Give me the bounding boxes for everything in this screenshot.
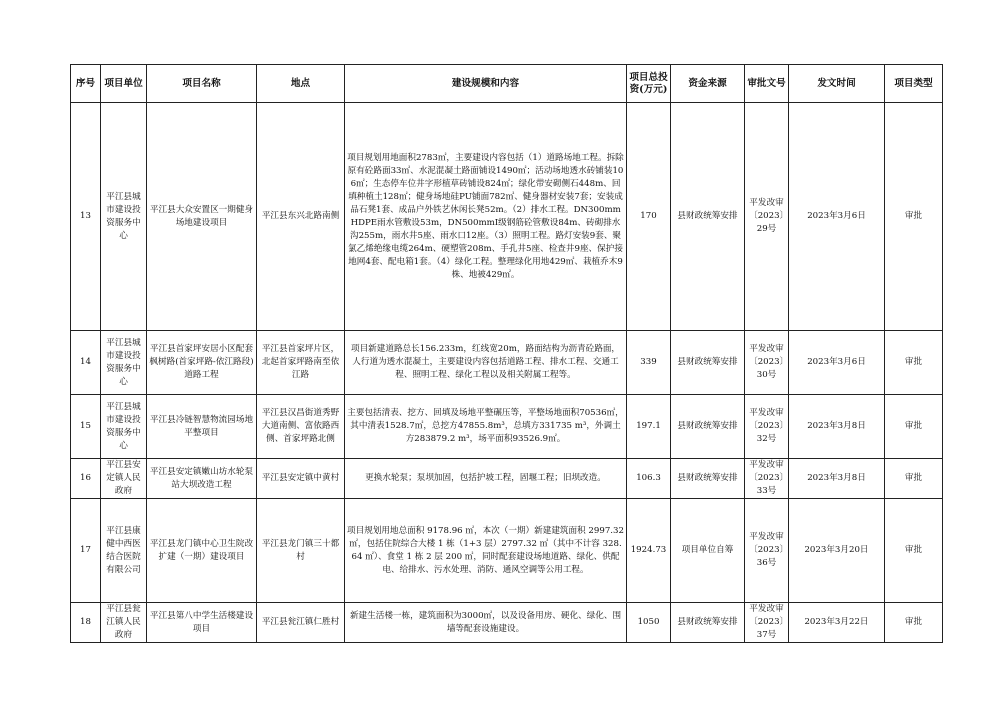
cell-invest: 339 xyxy=(627,331,671,395)
cell-invest: 106.3 xyxy=(627,459,671,499)
cell-seq: 17 xyxy=(71,499,101,603)
header-approval: 审批文号 xyxy=(745,65,789,103)
cell-approval: 平发改审〔2023〕30号 xyxy=(745,331,789,395)
cell-invest: 1050 xyxy=(627,603,671,643)
cell-date: 2023年3月6日 xyxy=(789,331,885,395)
cell-unit: 平江县城市建设投资服务中心 xyxy=(101,103,147,331)
cell-unit: 平江县城市建设投资服务中心 xyxy=(101,395,147,459)
cell-name: 平江县第八中学生活楼建设项目 xyxy=(147,603,257,643)
table-row xyxy=(71,103,943,331)
header-date: 发文时间 xyxy=(789,65,885,103)
cell-type: 审批 xyxy=(885,103,943,331)
cell-seq: 13 xyxy=(71,103,101,331)
header-type: 项目类型 xyxy=(885,65,943,103)
cell-seq: 14 xyxy=(71,331,101,395)
cell-unit: 平江县康健中西医结合医院有限公司 xyxy=(101,499,147,603)
cell-name: 平江县首家坪安居小区配套枫树路(首家坪路-依江路段)道路工程 xyxy=(147,331,257,395)
header-scale: 建设规模和内容 xyxy=(345,65,627,103)
cell-location: 平江县龙门镇三十都村 xyxy=(257,499,345,603)
cell-date: 2023年3月20日 xyxy=(789,499,885,603)
cell-invest: 1924.73 xyxy=(627,499,671,603)
cell-approval: 平发改审〔2023〕36号 xyxy=(745,499,789,603)
cell-name: 平江县冷链智慧物流园场地平整项目 xyxy=(147,395,257,459)
cell-approval: 平发改审〔2023〕37号 xyxy=(745,603,789,643)
cell-scale: 新建生活楼一栋，建筑面积为3000㎡，以及设备用房、硬化、绿化、围墙等配套设施建设。 xyxy=(345,603,627,643)
project-approval-table xyxy=(70,64,943,643)
header-unit: 项目单位 xyxy=(101,65,147,103)
header-seq: 序号 xyxy=(71,65,101,103)
cell-date: 2023年3月22日 xyxy=(789,603,885,643)
cell-fund: 县财政统筹安排 xyxy=(671,459,745,499)
cell-fund: 项目单位自筹 xyxy=(671,499,745,603)
cell-fund: 县财政统筹安排 xyxy=(671,331,745,395)
cell-fund: 县财政统筹安排 xyxy=(671,603,745,643)
cell-seq: 15 xyxy=(71,395,101,459)
cell-fund: 县财政统筹安排 xyxy=(671,103,745,331)
cell-name: 平江县安定镇嫩山坊水轮泵站大坝改造工程 xyxy=(147,459,257,499)
cell-type: 审批 xyxy=(885,603,943,643)
cell-name: 平江县大众安置区一期健身场地建设项目 xyxy=(147,103,257,331)
cell-fund: 县财政统筹安排 xyxy=(671,395,745,459)
cell-location: 平江县汉昌街道秀野大道南侧、富依路西侧、首家坪路北侧 xyxy=(257,395,345,459)
cell-unit: 平江县安定镇人民政府 xyxy=(101,459,147,499)
cell-location: 平江县首家坪片区，北起首家坪路南至依江路 xyxy=(257,331,345,395)
cell-date: 2023年3月6日 xyxy=(789,103,885,331)
cell-approval: 平发改审〔2023〕32号 xyxy=(745,395,789,459)
cell-unit: 平江县瓮江镇人民政府 xyxy=(101,603,147,643)
table-row xyxy=(71,331,943,395)
cell-seq: 16 xyxy=(71,459,101,499)
cell-location: 平江县瓮江镇仁胜村 xyxy=(257,603,345,643)
cell-invest: 170 xyxy=(627,103,671,331)
table-header-row xyxy=(71,65,943,103)
cell-seq: 18 xyxy=(71,603,101,643)
table-row xyxy=(71,603,943,643)
cell-scale: 项目规划用地总面积 9178.96 ㎡，本次（一期）新建建筑面积 2997.32 ㎡，包括住院综合大楼 1 栋（1+3 层）2797.32 ㎡（其中不计容 328.64 ㎡）、食堂 1 栋 2 层 200 ㎡，同时配套建设场地道路、绿化、供配电、给排水、污水处理、消防、通风空调等公用工程。 xyxy=(345,499,627,603)
cell-scale: 项目规划用地面积2783㎡，主要建设内容包括（1）道路场地工程。拆除原有砼路面33㎡、水泥混凝土路面铺设1490㎡；活动场地透水砖铺装106㎡；生态停车位井字形植草砖铺设824㎡；绿化带安砌侧石448m、回填种植土128㎡；健身场地硅PU铺面782㎡、健身器材安装7套；安装成品石凳1套、成品户外铁艺休闲长凳52m。（2）排水工程。DN300mmHDPE雨水管敷设53m，DN500mmⅠ级钢筋砼管敷设84m、砖砌排水沟255m，雨水井5座、雨水口12座。（3）照明工程。路灯安装9套、聚氯乙烯绝缘电缆264m、硬塑管208m、手孔井5座、检查井9座、保护接地网4套、配电箱1套。（4）绿化工程。整理绿化用地429㎡、栽植乔木9株、地被429㎡。 xyxy=(345,103,627,331)
cell-name: 平江县龙门镇中心卫生院改扩建（一期）建设项目 xyxy=(147,499,257,603)
cell-scale: 项目新建道路总长156.233m，红线宽20m，路面结构为沥青砼路面，人行道为透水混凝土，主要建设内容包括道路工程、排水工程、交通工程、照明工程、绿化工程以及相关附属工程等。 xyxy=(345,331,627,395)
cell-date: 2023年3月8日 xyxy=(789,395,885,459)
cell-unit: 平江县城市建设投资服务中心 xyxy=(101,331,147,395)
header-fund: 资金来源 xyxy=(671,65,745,103)
cell-type: 审批 xyxy=(885,331,943,395)
header-name: 项目名称 xyxy=(147,65,257,103)
cell-approval: 平发改审〔2023〕29号 xyxy=(745,103,789,331)
cell-approval: 平发改审〔2023〕33号 xyxy=(745,459,789,499)
cell-type: 审批 xyxy=(885,395,943,459)
cell-type: 审批 xyxy=(885,499,943,603)
header-location: 地点 xyxy=(257,65,345,103)
cell-invest: 197.1 xyxy=(627,395,671,459)
cell-location: 平江县安定镇中黄村 xyxy=(257,459,345,499)
table-row xyxy=(71,459,943,499)
header-invest: 项目总投资(万元) xyxy=(627,65,671,103)
table-row xyxy=(71,395,943,459)
cell-scale: 主要包括清表、挖方、回填及场地平整碾压等，平整场地面积70536㎡，其中清表1528.7㎡，总挖方47855.8m³，总填方331735 m³，外调土方283879.2 m³，场平面积93526.9㎡。 xyxy=(345,395,627,459)
table-row xyxy=(71,499,943,603)
cell-type: 审批 xyxy=(885,459,943,499)
cell-scale: 更换水轮泵；泵坝加固，包括护坡工程，固堰工程；旧坝改造。 xyxy=(345,459,627,499)
cell-date: 2023年3月8日 xyxy=(789,459,885,499)
cell-location: 平江县东兴北路南侧 xyxy=(257,103,345,331)
